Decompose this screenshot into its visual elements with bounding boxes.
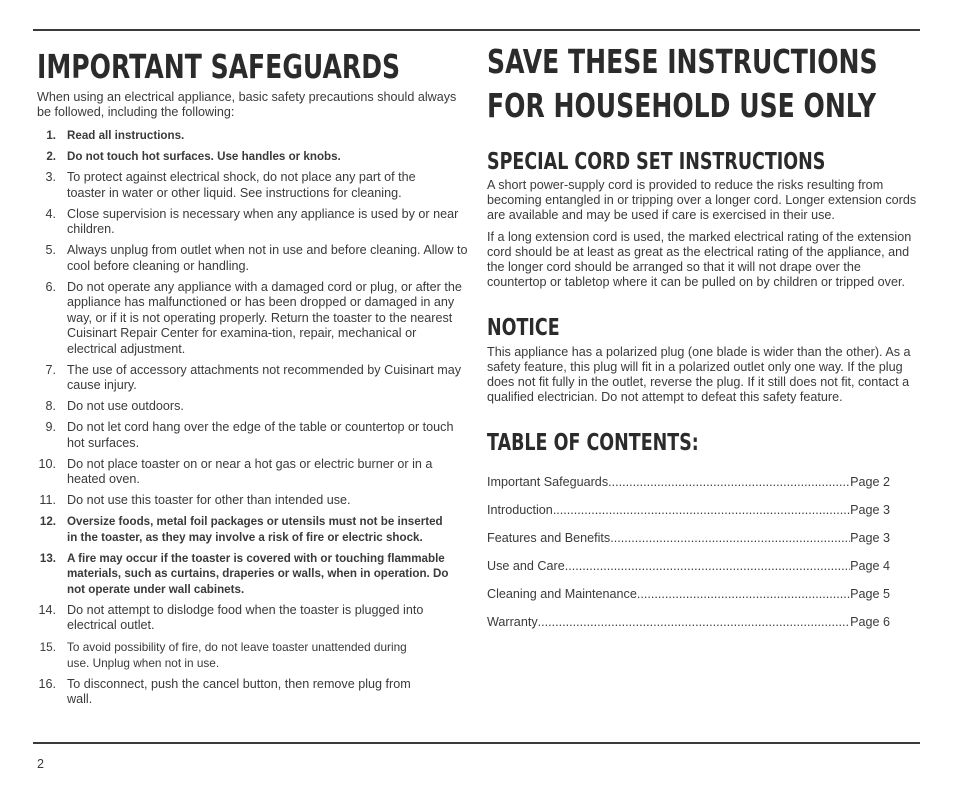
list-item: 6. Do not operate any appliance with a damaged cord or plug, or after the appliance has malfunctioned or has been dropped or damaged in any way, or if it is not operating properly. Return the toaster to the nearest Cuisinart Repair Center for examina-tion, repair, mechanical or electrical adjustment. — [45, 279, 462, 356]
list-item: 8. Do not use outdoors. — [45, 399, 184, 413]
notice-paragraph: This appliance has a polarized plug (one blade is wider than the other). As a safety feature, this plug will fit in a polarized outlet only one way. If the plug does not fit fully in the outlet, reverse the plug. If it still does not fit, contact a qualified electrician. Do not attempt to defeat this safety feature. — [487, 345, 911, 404]
top-rule — [33, 29, 920, 31]
list-item: 16. To disconnect, push the cancel button, then remove plug from wall. — [38, 676, 411, 706]
safeguards-column — [37, 48, 469, 713]
save-instructions-title: SAVE THESE INSTRUCTIONS — [487, 42, 878, 81]
safeguards-list — [37, 128, 469, 708]
page-number: 2 — [37, 757, 45, 771]
toc-entry[interactable]: Features and Benefits ..... Page 3 — [487, 531, 890, 559]
bottom-rule — [33, 742, 920, 744]
cord-paragraph-2: If a long extension cord is used, the marked electrical rating of the extension cord should be at least as great as the electrical rating of the appliance, and the longer cord should be arranged so that it will not drape over the countertop or tabletop where it can be pulled on by children or tripped over. — [487, 230, 912, 289]
cord-paragraph-1: A short power-supply cord is provided to reduce the risks resulting from becoming entangled in or tripping over a longer cord. Longer extension cords are available and may be used if care is exercised in their use. — [487, 178, 917, 222]
list-item: 13. A fire may occur if the toaster is covered with or touching flammable materials, such as curtains, draperies or walls, when in operation. Do not operate under wall cabinets. — [39, 551, 449, 596]
list-item: 3. To protect against electrical shock, do not place any part of the toaster in water or other liquid. See instructions for cleaning. — [45, 170, 416, 200]
household-use-title: FOR HOUSEHOLD USE ONLY — [487, 86, 877, 125]
notice-heading: NOTICE — [487, 315, 560, 341]
list-item: 4. Close supervision is necessary when any appliance is used by or near children. — [45, 206, 459, 236]
list-item: 1. Read all instructions. — [46, 129, 185, 142]
list-item: 11. Do not use this toaster for other than intended use. — [39, 493, 351, 507]
instructions-column — [487, 40, 917, 643]
list-item: 5. Always unplug from outlet when not in use and before cleaning. Allow to cool before cleaning or handling. — [45, 243, 468, 273]
toc-entry[interactable]: Introduction ..... Page 3 — [487, 503, 890, 531]
toc-entry[interactable]: Use and Care ..... Page 4 — [487, 559, 890, 587]
cord-set-heading: SPECIAL CORD SET INSTRUCTIONS — [487, 149, 826, 175]
list-item: 9. Do not let cord hang over the edge of the table or countertop or touch hot surfaces. — [45, 420, 454, 450]
toc-entry[interactable]: Important Safeguards ..... Page 2 — [487, 475, 890, 503]
list-item: 7. The use of accessory attachments not recommended by Cuisinart may cause injury. — [45, 362, 462, 392]
toc-entry[interactable]: Warranty ..... Page 6 — [487, 615, 890, 643]
toc-heading: TABLE OF CONTENTS: — [487, 430, 699, 456]
list-item: 14. Do not attempt to dislodge food when the toaster is plugged into electrical outlet. — [38, 602, 424, 632]
list-item: 12. Oversize foods, metal foil packages or utensils must not be inserted in the toaster, as they may involve a risk of fire or electric shock. — [39, 515, 443, 544]
list-item: 2. Do not touch hot surfaces. Use handles or knobs. — [46, 150, 341, 163]
list-item: 15. To avoid possibility of fire, do not leave toaster unattended during use. Unplug when not in use. — [39, 640, 407, 670]
safeguards-intro: When using an electrical appliance, basic safety precautions should always be followed, including the following: — [37, 90, 457, 119]
safeguards-title: IMPORTANT SAFEGUARDS — [37, 47, 401, 86]
toc-entry[interactable]: Cleaning and Maintenance ..... Page 5 — [487, 587, 890, 615]
table-of-contents — [487, 475, 917, 643]
list-item: 10. Do not place toaster on or near a hot gas or electric burner or in a heated oven. — [38, 456, 433, 486]
